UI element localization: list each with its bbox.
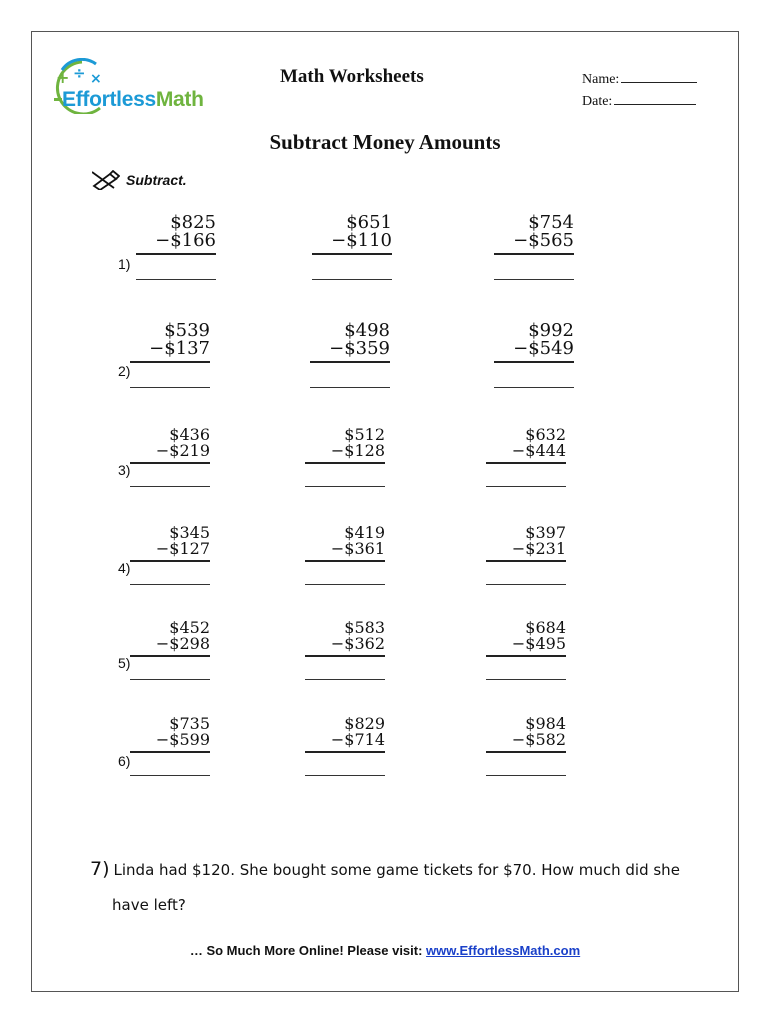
instruction-text: Subtract. — [126, 172, 187, 188]
problem-row-number: 6) — [118, 753, 131, 769]
subtraction-rule — [305, 655, 385, 657]
subtrahend: −$361 — [330, 539, 385, 558]
subtraction-problem — [305, 525, 385, 585]
answer-line[interactable] — [494, 279, 574, 280]
answer-line[interactable] — [494, 387, 574, 388]
subtrahend: −$298 — [155, 634, 210, 653]
subtrahend: −$110 — [331, 230, 392, 251]
minuend: $498 — [344, 320, 390, 341]
subtrahend: −$127 — [155, 539, 210, 558]
minuend: $345 — [169, 523, 210, 542]
subtrahend: −$549 — [513, 338, 574, 359]
subtraction-problem — [305, 427, 385, 487]
svg-text:÷: ÷ — [73, 64, 86, 82]
minuend: $512 — [344, 425, 385, 444]
minuend: $684 — [525, 618, 566, 637]
subtraction-rule — [486, 560, 566, 562]
subtrahend: −$231 — [511, 539, 566, 558]
header-title: Math Worksheets — [280, 66, 424, 87]
minuend: $825 — [170, 212, 216, 233]
minuend: $992 — [528, 320, 574, 341]
subtraction-problem — [136, 214, 216, 280]
subtraction-rule — [494, 253, 574, 255]
answer-line[interactable] — [486, 584, 566, 585]
word-problem: 7) Linda had $120. She bought some game tickets for $70. How much did she — [90, 858, 680, 880]
subtrahend: −$137 — [149, 338, 210, 359]
subtrahend: −$582 — [511, 730, 566, 749]
name-field[interactable]: Name: — [582, 71, 697, 88]
subtrahend: −$166 — [155, 230, 216, 251]
minuend: $539 — [164, 320, 210, 341]
subtraction-problem — [486, 427, 566, 487]
page-title: Subtract Money Amounts — [269, 130, 501, 154]
answer-line[interactable] — [486, 679, 566, 680]
minuend: $651 — [346, 212, 392, 233]
subtraction-problem — [486, 620, 566, 680]
answer-line[interactable] — [130, 775, 210, 776]
minuend: $754 — [528, 212, 574, 233]
subtraction-problem — [312, 214, 392, 280]
subtraction-problem — [494, 322, 574, 388]
answer-line[interactable] — [305, 584, 385, 585]
subtraction-problem — [310, 322, 390, 388]
subtraction-rule — [305, 751, 385, 753]
answer-line[interactable] — [486, 486, 566, 487]
subtrahend: −$714 — [330, 730, 385, 749]
minuend: $419 — [344, 523, 385, 542]
subtraction-problem — [130, 716, 210, 776]
answer-line[interactable] — [130, 387, 210, 388]
subtraction-rule — [136, 253, 216, 255]
problem-row-number: 2) — [118, 363, 131, 379]
subtraction-problem — [486, 525, 566, 585]
subtraction-problem — [130, 620, 210, 680]
subtrahend: −$599 — [155, 730, 210, 749]
answer-line[interactable] — [486, 775, 566, 776]
answer-line[interactable] — [305, 486, 385, 487]
subtraction-rule — [305, 560, 385, 562]
subtraction-rule — [130, 560, 210, 562]
answer-line[interactable] — [130, 486, 210, 487]
subtraction-rule — [486, 462, 566, 464]
subtraction-problem — [130, 525, 210, 585]
subtrahend: −$495 — [511, 634, 566, 653]
subtraction-rule — [130, 751, 210, 753]
subtraction-rule — [312, 253, 392, 255]
answer-line[interactable] — [305, 679, 385, 680]
problem-row-number: 3) — [118, 462, 131, 478]
subtrahend: −$128 — [330, 441, 385, 460]
subtraction-problem — [486, 716, 566, 776]
subtraction-rule — [130, 655, 210, 657]
svg-text:×: × — [90, 71, 102, 87]
minuend: $735 — [169, 714, 210, 733]
answer-line[interactable] — [310, 387, 390, 388]
minuend: $452 — [169, 618, 210, 637]
subtraction-rule — [130, 361, 210, 363]
subtraction-rule — [494, 361, 574, 363]
subtrahend: −$219 — [155, 441, 210, 460]
footer-link[interactable]: www.EffortlessMath.com — [426, 943, 581, 958]
problem-row-number: 4) — [118, 560, 131, 576]
minuend: $829 — [344, 714, 385, 733]
minuend: $984 — [525, 714, 566, 733]
answer-line[interactable] — [130, 679, 210, 680]
pencil-icon — [92, 170, 120, 190]
minuend: $436 — [169, 425, 210, 444]
minuend: $583 — [344, 618, 385, 637]
date-field[interactable]: Date: — [582, 93, 696, 110]
problem-row-number: 1) — [118, 256, 131, 272]
subtraction-problem — [130, 427, 210, 487]
logo-wordmark: EffortlessMath — [62, 88, 204, 111]
minuend: $397 — [525, 523, 566, 542]
subtrahend: −$444 — [511, 441, 566, 460]
answer-line[interactable] — [312, 279, 392, 280]
subtraction-problem — [305, 716, 385, 776]
answer-line[interactable] — [130, 584, 210, 585]
subtraction-problem — [130, 322, 210, 388]
word-problem-line2: have left? — [112, 896, 186, 914]
subtrahend: −$565 — [513, 230, 574, 251]
svg-text:+: + — [56, 68, 70, 87]
problem-row-number: 5) — [118, 655, 131, 671]
subtrahend: −$359 — [329, 338, 390, 359]
footer: … So Much More Online! Please visit: www.EffortlessMath.com — [189, 943, 581, 958]
subtraction-rule — [486, 655, 566, 657]
subtraction-rule — [305, 462, 385, 464]
subtraction-rule — [486, 751, 566, 753]
subtraction-problem — [494, 214, 574, 280]
answer-line[interactable] — [305, 775, 385, 776]
subtraction-rule — [130, 462, 210, 464]
subtraction-rule — [310, 361, 390, 363]
subtraction-problem — [305, 620, 385, 680]
answer-line[interactable] — [136, 279, 216, 280]
subtrahend: −$362 — [330, 634, 385, 653]
minuend: $632 — [525, 425, 566, 444]
